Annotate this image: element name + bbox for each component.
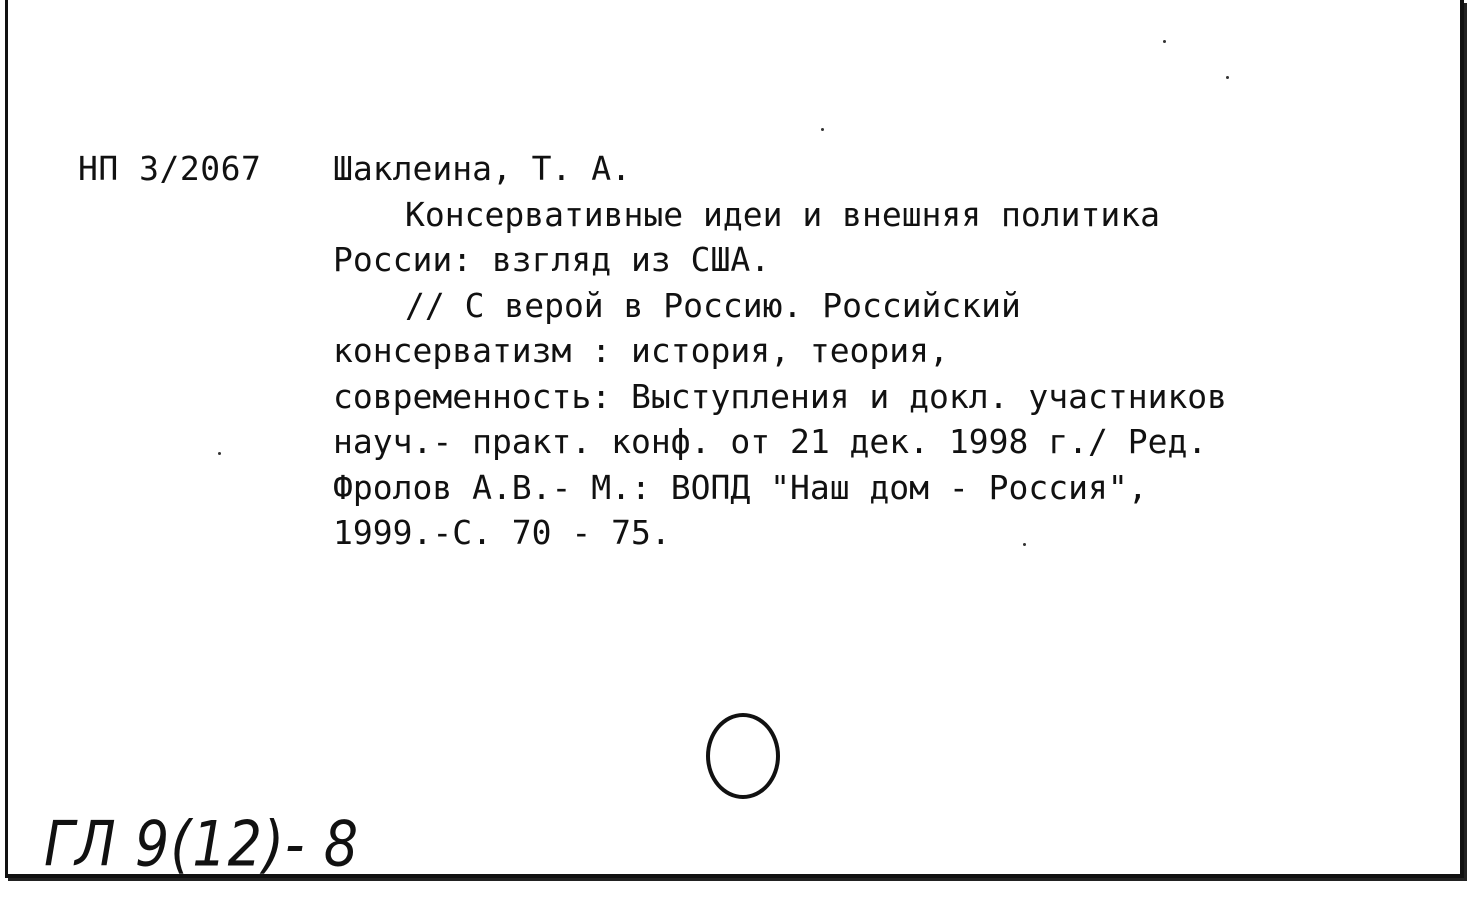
- author-line: Шаклеина, Т. А.: [333, 149, 632, 188]
- title-line-2: России: взгляд из США.: [333, 240, 771, 279]
- source-line-3: современность: Выступления и докл. участников: [333, 376, 1228, 416]
- punch-hole: [706, 713, 780, 799]
- source-line-1: // С верой в Россию. Российский: [405, 285, 1021, 325]
- source-line-5: Фролов А.В.- М.: ВОПД "Наш дом - Россия",: [333, 467, 1148, 507]
- scan-speck: [1023, 543, 1026, 546]
- scan-speck: [821, 128, 824, 131]
- handwritten-call-number: ГЛ 9(12)- 8: [44, 808, 360, 881]
- source-line-4: науч.- практ. конф. от 21 дек. 1998 г./ Ред.: [333, 422, 1208, 461]
- scan-speck: [1163, 40, 1166, 43]
- source-line-2: консерватизм : история, теория,: [333, 331, 949, 370]
- bibliographic-entry: [333, 146, 1388, 556]
- catalog-card: [5, 0, 1464, 881]
- scan-speck: [1226, 76, 1229, 79]
- source-line-6: 1999.-С. 70 - 75.: [333, 513, 671, 552]
- scan-speck: [218, 452, 221, 455]
- title-line-1: Консервативные идеи и внешняя политика: [405, 194, 1160, 234]
- shelfmark: НП 3/2067: [78, 149, 262, 188]
